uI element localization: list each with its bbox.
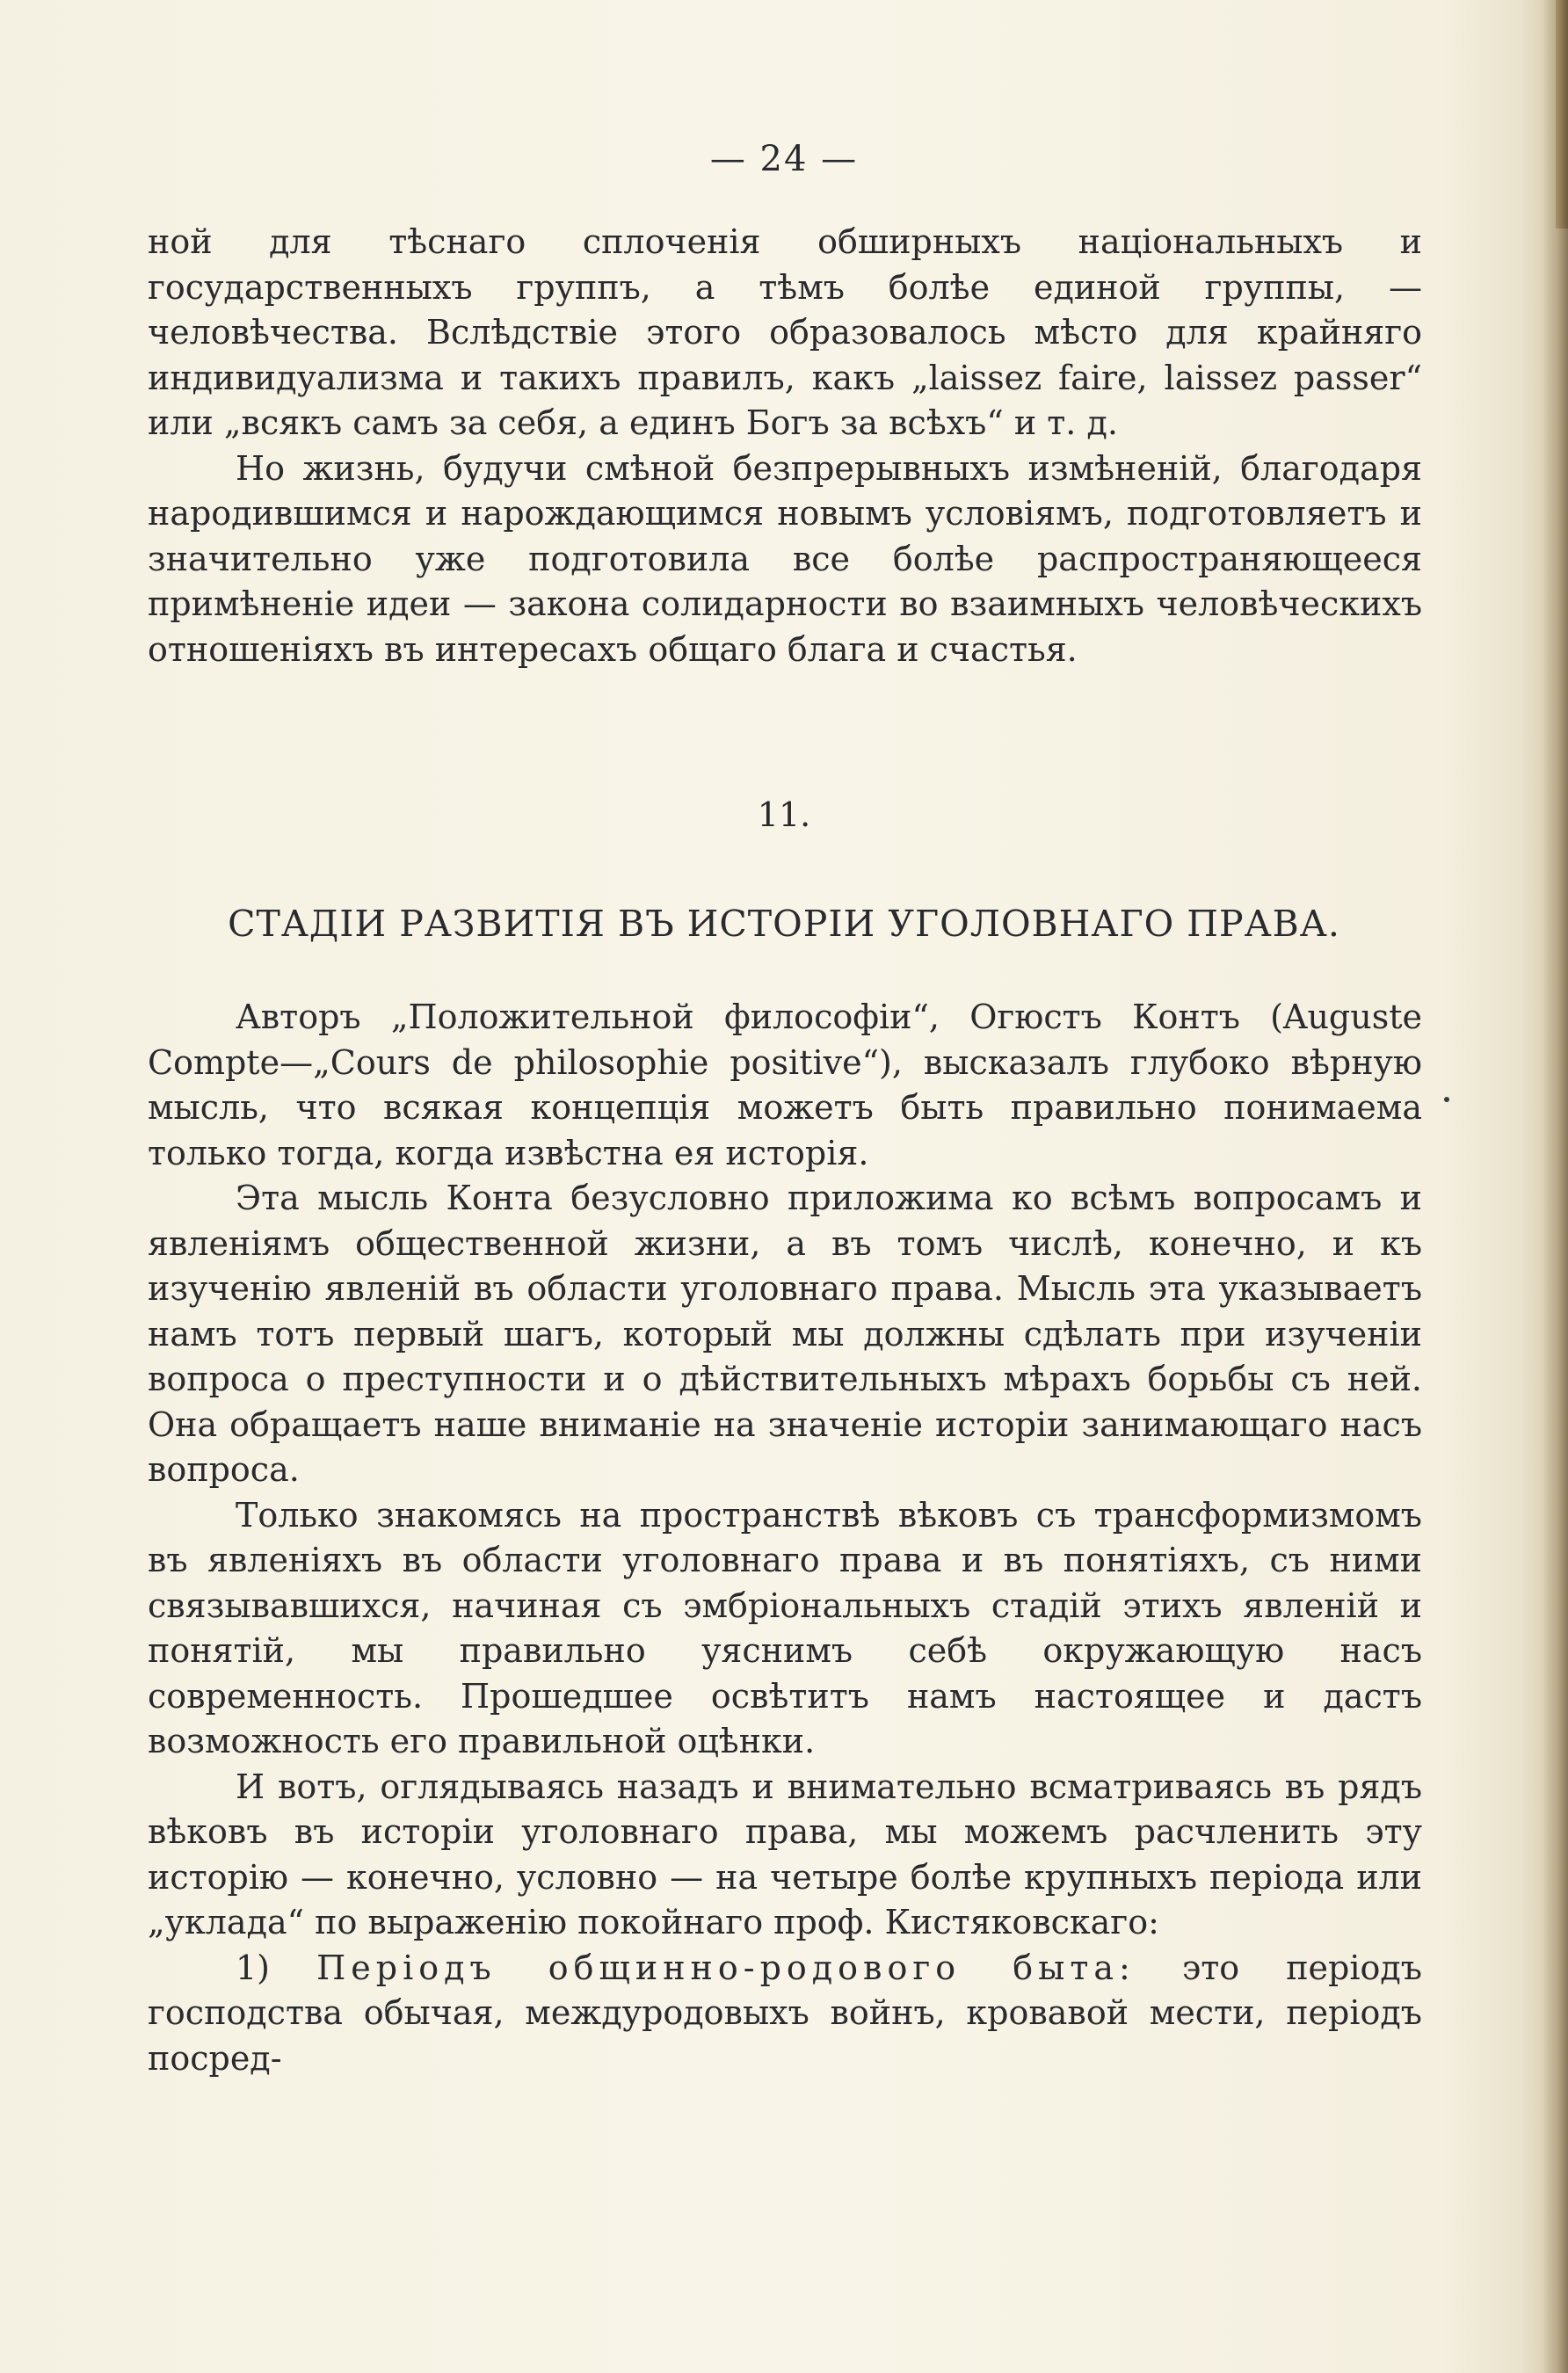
- paragraph-comte: Авторъ „Положительной философіи“, Огюстъ Контъ (Auguste Compte—„Cours de philosophie positive“), высказалъ глубоко вѣрную мысль, что всякая концепція можетъ быть правильно понимаема только тогда, когда извѣстна ея исторія.: [148, 998, 1422, 1172]
- paragraph-continuation: ной для тѣснаго сплоченія обширныхъ національныхъ и государственныхъ группъ, а тѣмъ болѣе единой группы, — человѣчества. Вслѣдствіе этого образовалось мѣсто для крайняго индивидуализма и такихъ правилъ, какъ „laissez faire, laissez passer“ или „всякъ самъ за себя, а единъ Богъ за всѣхъ“ и т. д.: [148, 222, 1422, 442]
- paragraph-transformism: Только знакомясь на пространствѣ вѣковъ съ трансформизмомъ въ явленіяхъ въ области уголовнаго права и въ понятіяхъ, съ ними связывавшихся, начиная съ эмбріональныхъ стадій этихъ явленій и понятій, мы правильно уяснимъ себѣ окружающую насъ современность. Прошедшее освѣтитъ намъ настоящее и дастъ возможность его правильной оцѣнки.: [148, 1495, 1422, 1760]
- top-text: [148, 220, 1422, 672]
- section-title: СТАДІИ РАЗВИТІЯ ВЪ ИСТОРІИ УГОЛОВНАГО ПРАВА.: [228, 903, 1340, 945]
- list-text: это періодъ господства обычая, междуродовыхъ войнъ, кровавой мести, періодъ посред-: [148, 1948, 1422, 2078]
- page-edge-shadow: [1542, 0, 1568, 2373]
- paragraph-periods: И вотъ, оглядываясь назадъ и внимательно всматриваясь въ рядъ вѣковъ въ исторіи уголовнаго права, мы можемъ расчленить эту исторію — конечно, условно — на четыре болѣе крупныхъ періода или „уклада“ по выраженію покойнаго проф. Кистяковскаго:: [148, 1767, 1422, 1941]
- page-edge-binding: [1556, 0, 1568, 229]
- section-number: 11.: [757, 795, 811, 834]
- list-heading: Періодъ общинно-родового быта:: [316, 1948, 1136, 1987]
- ink-speck: [1444, 1097, 1449, 1102]
- body-text: [148, 995, 1422, 2081]
- list-marker: 1): [236, 1948, 271, 1987]
- page-number: — 24 —: [709, 139, 859, 179]
- paragraph-solidarity: Но жизнь, будучи смѣной безпрерывныхъ измѣненій, благодаря народившимся и нарождающимся новымъ условіямъ, подготовляетъ и значительно уже подготовила все болѣе распространяющееся примѣненіе идеи — закона солидарности во взаимныхъ человѣческихъ отношеніяхъ въ интересахъ общаго блага и счастья.: [148, 448, 1422, 669]
- paragraph-comte-thought: Эта мысль Конта безусловно приложима ко всѣмъ вопросамъ и явленіямъ общественной жизни, а въ томъ числѣ, конечно, и къ изученію явленій въ области уголовнаго права. Мысль эта указываетъ намъ тотъ первый шагъ, который мы должны сдѣлать при изученіи вопроса о преступности и о дѣйствительныхъ мѣрахъ борьбы съ ней. Она обращаетъ наше вниманіе на значеніе исторіи занимающаго насъ вопроса.: [148, 1179, 1422, 1489]
- list-item-first-period: [148, 1946, 1422, 2082]
